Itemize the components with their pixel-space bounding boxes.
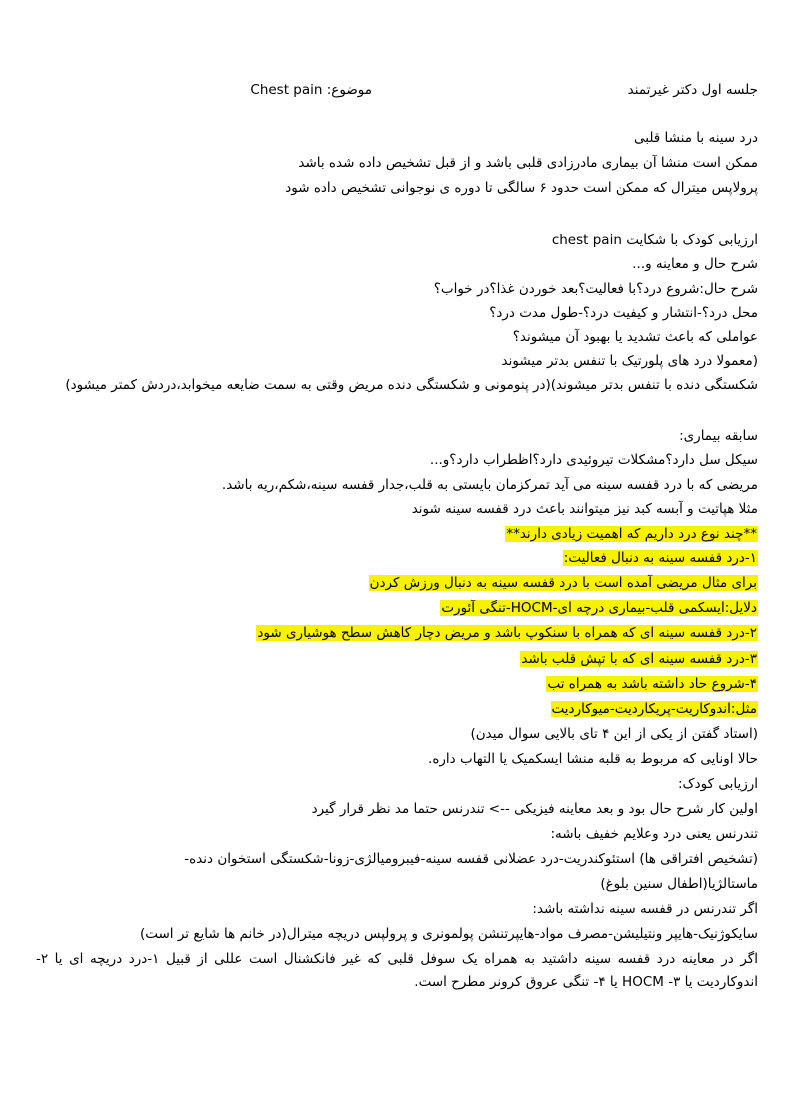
notes-line-6: (تشخیص افتراقی ها) استئوکندریت-درد عضلانی قفسه سینه-فیبرومیالژی-زونا-شکستگی استخوان دنده-	[184, 851, 758, 867]
highlight-line-7	[546, 674, 758, 694]
eval-line-5: (معمولا درد های پلورتیک با تنفس بدتر میشوند	[501, 353, 758, 369]
evaluation-title: ارزیابی کودک با شکایت chest pain	[551, 232, 758, 248]
highlight-text-6: ۳-درد قفسه سینه ای که با تپش قلب باشد	[521, 651, 757, 667]
notes-line-5: تندرنس یعنی درد وعلایم خفیف باشه:	[550, 826, 758, 842]
session-title: جلسه اول دکتر غیرتمند	[627, 82, 758, 98]
hocm-term: HOCM	[510, 600, 553, 616]
highlight-line-6	[520, 649, 758, 669]
eval-line-9: مریضی که با درد قفسه سینه می آید تمرکزمان بایستی به قلب،جدار قفسه سینه،شکم،ریه باشد.	[221, 477, 758, 493]
eval-line-8: سیکل سل دارد؟مشکلات تیروئیدی دارد؟اظطراب دارد؟و...	[429, 452, 758, 468]
highlight-text-7: ۴-شروع حاد داشته باشد به همراه تب	[547, 676, 757, 692]
notes-line-1: (استاد گفتن از یکی از این ۴ تای بالایی سوال میدن)	[470, 726, 758, 742]
highlight-line-2	[563, 548, 758, 568]
highlight-line-3	[369, 573, 758, 593]
section1-line1: ممکن است منشا آن بیماری مادرزادی قلبی باشد و از قبل تشخیص داده شده باشد	[298, 155, 758, 171]
eval-line-10: مثلا هپاتیت و آبسه کبد نیز میتوانند باعث درد قفسه سینه شوند	[411, 501, 758, 517]
section1-title: درد سینه با منشا قلبی	[634, 130, 758, 146]
highlight-line-1	[505, 524, 758, 544]
topic-value: Chest pain	[250, 82, 323, 98]
highlight-line-4	[440, 598, 758, 618]
eval-line-6: شکستگی دنده با تنفس بدتر میشوند)(در پنومونی و شکستگی دنده مریض وقتی به سمت ضایعه میخوابد،دردش کمتر میشود)	[65, 377, 758, 393]
highlight-text-5: ۲-درد قفسه سینه ای که همراه با سنکوپ باشد و مریض دچار کاهش سطح هوشیاری شود	[257, 625, 757, 641]
highlight-text-8: مثل:اندوکاریت-پریکاردیت-میوکاردیت	[551, 701, 757, 717]
notes-line-7: ماستالژیا(اطفال سنین بلوغ)	[600, 876, 758, 892]
notes-line-10: اگر در معاینه درد قفسه سینه داشتید به همراه یک سوفل قلبی که غیر فانکشنال است عللی از قبیل ۱-درد دریچه ای یا ۲-اندوکاردیت یا ۳- HOCM یا ۴- تنگی عروق کرونر مطرح است.	[36, 951, 758, 990]
eval-line-2: شرح حال:شروع درد؟با فعالیت؟بعد خوردن غذا؟در خواب؟	[433, 281, 758, 297]
evaluation-title-en: chest pain	[551, 232, 622, 248]
highlight-line-8	[551, 699, 758, 719]
topic-label: موضوع:	[326, 82, 372, 98]
highlight-text-3: برای مثال مریضی آمده است با درد قفسه سینه به دنبال ورزش کردن	[369, 575, 757, 591]
eval-line-1: شرح حال و معاینه و...	[632, 256, 758, 272]
section1-line2: پرولاپس میترال که ممکن است حدود ۶ سالگی تا دوره ی نوجوانی تشخیص داده شود	[285, 180, 758, 196]
notes-line-4: اولین کار شرح حال بود و بعد معاینه فیزیکی --> تندرنس حتما مد نظر قرار گیرد	[311, 801, 758, 817]
highlight-text-1: **چند نوع درد داریم که اهمیت زیادی دارند**	[506, 526, 757, 542]
eval-line-7: سابقه بیماری:	[679, 428, 758, 444]
eval-line-4: عواملی که باعث تشدید یا بهبود آن میشوند؟	[512, 329, 758, 345]
notes-line-8: اگر تندرنس در قفسه سینه نداشته باشد:	[532, 901, 758, 917]
topic-heading	[250, 80, 372, 100]
notes-line-9: سایکوژنیک-هایپر ونتیلیشن-مصرف مواد-هایپرتنشن پولمونری و پرولپس دریچه میترال(در خانم ها شایع تر است)	[139, 926, 758, 942]
highlight-text-4: دلایل:ایسکمی قلب-بیماری درچه ای-HOCM-تنگی آئورت	[441, 600, 757, 616]
eval-line-3: محل درد؟-انتشار و کیفیت درد؟-طول مدت درد؟	[489, 305, 758, 321]
notes-line-2: حالا اونایی که مربوط به قلبه منشا ایسکمیک یا التهاب داره.	[428, 751, 758, 767]
highlight-line-5	[256, 623, 758, 643]
highlight-text-2: ۱-درد قفسه سینه به دنبال فعالیت:	[563, 550, 757, 566]
notes-line-3: ارزیابی کودک:	[677, 776, 758, 792]
